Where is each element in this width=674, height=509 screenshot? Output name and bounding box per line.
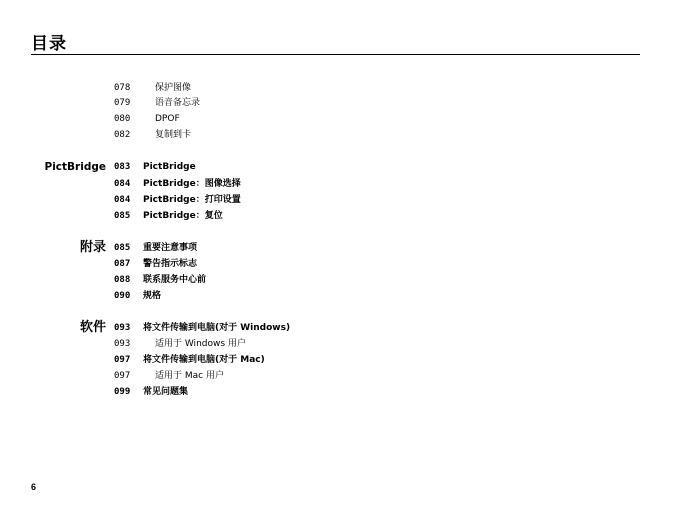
toc-entry[interactable] <box>0 256 674 272</box>
toc-entry-text: 适用于 Mac 用户 <box>155 371 224 381</box>
toc-entry[interactable] <box>0 336 674 352</box>
toc-page-number: 097 <box>114 355 131 365</box>
toc-entry-text: 常见问题集 <box>143 387 189 397</box>
toc-entry-text: 适用于 Windows 用户 <box>155 339 246 349</box>
toc-entry[interactable] <box>0 240 674 256</box>
toc-page-number: 093 <box>114 339 131 349</box>
toc-entry[interactable] <box>0 176 674 192</box>
toc-page-number: 090 <box>114 291 131 301</box>
toc-entry[interactable] <box>0 384 674 400</box>
toc-page-number: 082 <box>114 130 131 140</box>
toc-page-number: 078 <box>114 83 131 93</box>
toc-page-number: 080 <box>114 114 131 124</box>
title-divider <box>31 54 640 55</box>
toc-entry-text: PictBridge：打印设置 <box>143 195 241 205</box>
toc-page-number: 085 <box>114 243 131 253</box>
toc-entry[interactable] <box>0 368 674 384</box>
toc-entry[interactable] <box>0 159 674 175</box>
toc-page-number: 079 <box>114 98 131 108</box>
toc-entry[interactable] <box>0 127 674 143</box>
toc-entry-text: 联系服务中心前 <box>143 275 207 285</box>
toc-entry-text: 保护图像 <box>155 83 192 93</box>
toc-entry[interactable] <box>0 288 674 304</box>
section-heading-software: 软件 <box>79 320 106 335</box>
toc-entry-text: DPOF <box>155 114 180 124</box>
toc-page-number: 099 <box>114 387 131 397</box>
toc-entry[interactable] <box>0 352 674 368</box>
toc-entry-text: 警告指示标志 <box>143 259 198 269</box>
toc-page-number: 083 <box>114 162 131 172</box>
toc-entry[interactable] <box>0 80 674 96</box>
toc-entry[interactable] <box>0 111 674 127</box>
toc-entry[interactable] <box>0 320 674 336</box>
toc-entry-text: PictBridge：复位 <box>143 211 223 221</box>
page-number: 6 <box>31 482 37 492</box>
toc-entry[interactable] <box>0 192 674 208</box>
toc-entry-text: 将文件传输到电脑(对于 Windows) <box>143 323 291 333</box>
toc-page-number: 088 <box>114 275 131 285</box>
toc-entry-text: 将文件传输到电脑(对于 Mac) <box>143 355 265 365</box>
toc-page-number: 085 <box>114 211 131 221</box>
toc-entry-text: 规格 <box>143 291 162 301</box>
section-heading-appendix: 附录 <box>79 240 106 255</box>
toc-entry-text: PictBridge <box>143 162 196 172</box>
toc-page-number: 084 <box>114 179 131 189</box>
toc-page-number: 084 <box>114 195 131 205</box>
section-heading-pictbridge: PictBridge <box>44 161 106 173</box>
toc-entry[interactable] <box>0 95 674 111</box>
toc-entry[interactable] <box>0 208 674 224</box>
page-title: 目录 <box>31 34 67 54</box>
toc-entry-text: 重要注意事项 <box>143 243 198 253</box>
toc-entry[interactable] <box>0 272 674 288</box>
toc-page-number: 097 <box>114 371 131 381</box>
toc-entry-text: 复制到卡 <box>155 130 192 140</box>
toc-page-number: 093 <box>114 323 131 333</box>
toc-entry-text: 语音备忘录 <box>155 98 201 108</box>
toc-entry-text: PictBridge：图像选择 <box>143 179 241 189</box>
toc-page-number: 087 <box>114 259 131 269</box>
